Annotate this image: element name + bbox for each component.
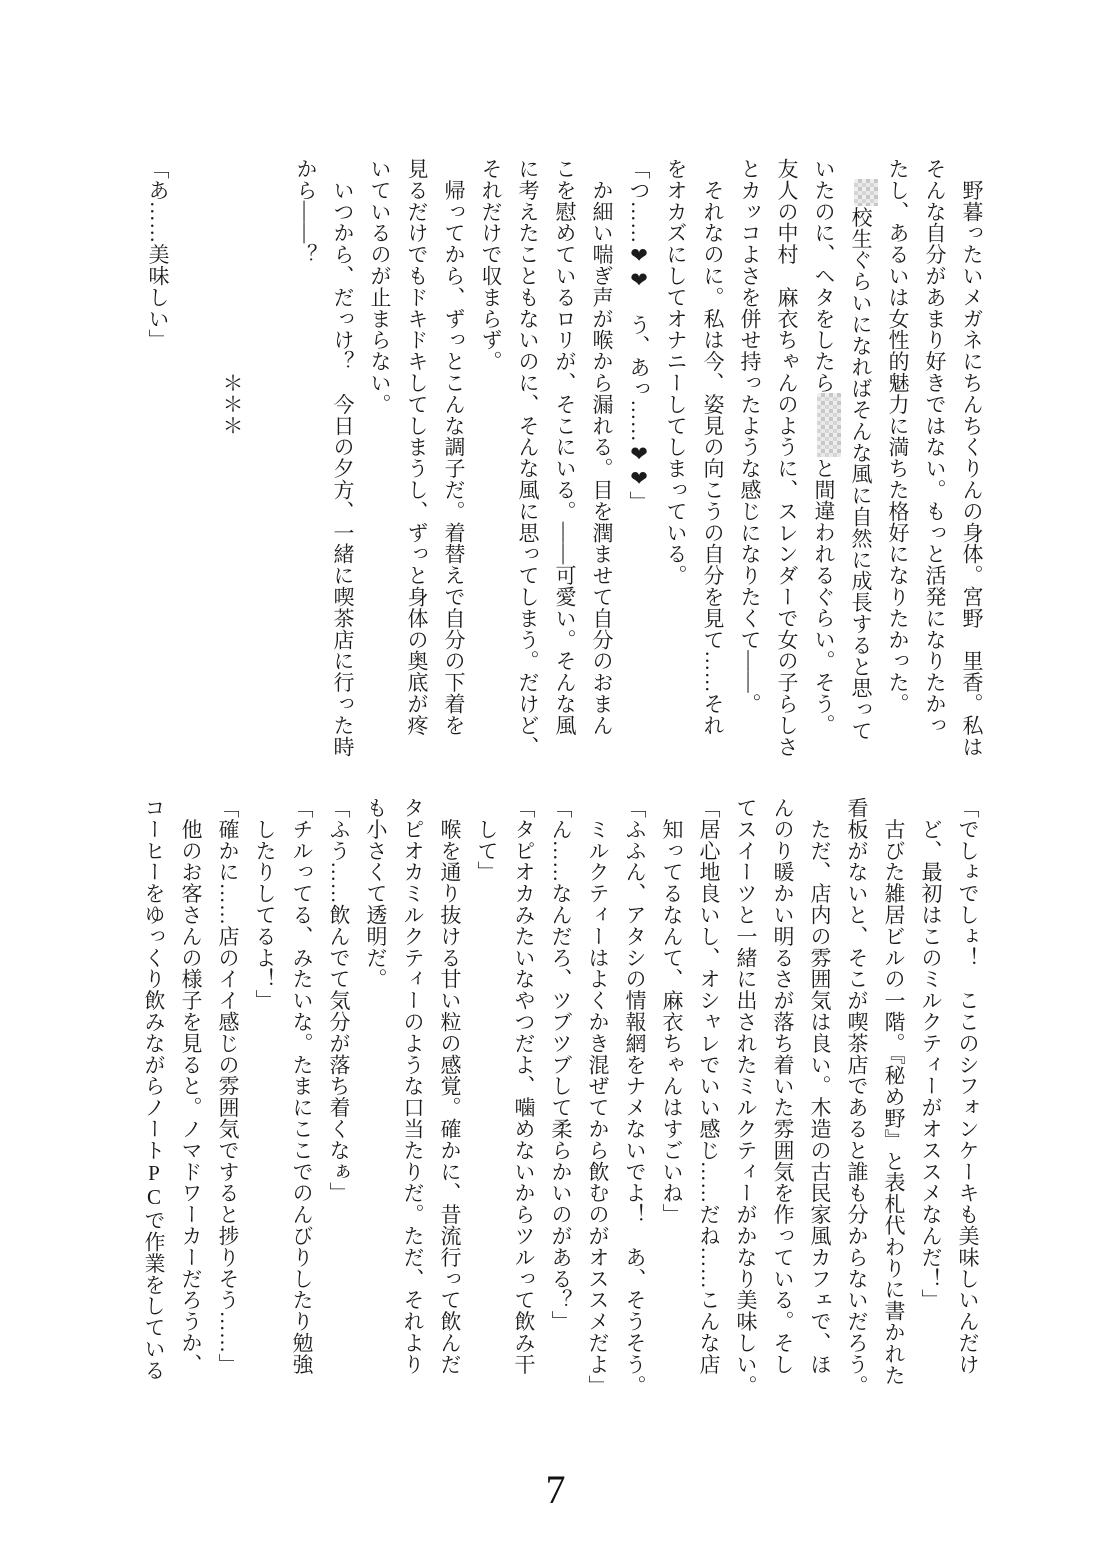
text-line: ただ、店内の雰囲気は良い。木造の古民家風カフェで、ほ [808,797,832,1375]
latin-upright-text: PC [142,1160,166,1210]
text-line: に考えたこともないのに、そんな風に思ってしまう。だけど、 [516,158,540,758]
text-line: いたのに、ヘタをしたらと間違われるぐらい。そう。 [805,158,842,803]
text-line: したりしてるよ！」 [253,797,277,1011]
text-line: 「確かに……店のイイ感じの雰囲気ですると捗りそう……」 [216,797,240,1375]
text-line: 喉を通り抜ける甘い粒の感覚。確かに、昔流行って飲んだ [438,797,462,1375]
text-line: 看板がないと、そこが喫茶店であると誰も分からないだろう。 [845,797,869,1397]
text-line: こを慰めているロリが、そこにいる。――可愛い。そんな風 [553,158,577,736]
text-line: 校生ぐらいになればそんな風に自然に成長すると思って [842,158,879,803]
text-line: 「ふう……飲んでて気分が落ち着くなぁ」 [327,797,351,1204]
text-line: コーヒーをゆっくり飲みながらノートPCで作業をしている [142,797,166,1381]
text-block-bottom [135,797,986,1442]
text-line: ミルクティーはよくかき混ぜてから飲むのがオススメだよ」 [586,797,610,1397]
text-line: たし、あるいは女性的魅力に満ちた格好になりたかった。 [886,158,910,715]
text-line: 「ふふん、アタシの情報網をナメないでよ！ あ、そうそう。 [623,797,647,1397]
text-line: いているのが止まらない。 [368,158,392,415]
text-line: 知ってるなんて、麻衣ちゃんはすごいね」 [660,797,684,1225]
text-line: それなのに。私は今、姿見の向こうの自分を見て……それ [701,158,725,736]
text-line: 「あ……美味しい」 [146,158,170,351]
text-line: から――？ [294,158,318,265]
text-line: そんな自分があまり好きではない。もっと活発になりたかっ [923,158,947,736]
text-line: とカッコよさを併せ持ったような感じになりたくて――。 [738,158,762,715]
text-line: んのり暖かい明るさが落ち着いた雰囲気を作っている。そし [771,797,795,1375]
text-line: 他のお客さんの様子を見ると。ノマドワーカーだろうか、 [179,797,203,1375]
text-line: それだけで収まらず。 [479,158,503,372]
text-line: 「でしょでしょ！ ここのシフォンケーキも美味しいんだけ [956,797,980,1375]
text-line: 見るだけでもドキドキしてしまうし、ずっと身体の奥底が疼 [405,158,429,736]
text-line: も小さくて透明だ。 [364,797,388,990]
text-line: して」 [475,797,499,883]
text-line: 「つ……❤❤ う、あっ……❤❤」 [627,158,651,513]
text-line: 野暮ったいメガネにちんちくりんの身体。宮野 里香。私は [960,158,984,758]
text-line: ＊＊＊ [220,158,244,437]
page-number: 7 [545,1467,566,1512]
text-line: タピオカミルクティーのような口当たりだ。ただ、それより [401,797,425,1375]
text-line: いつから、だっけ？ 今日の夕方、一緒に喫茶店に行った時 [331,158,355,758]
text-line: 「タピオカみたいなやつだよ、噛めないからツルって飲み干 [512,797,536,1375]
text-line [250,158,287,803]
text-line: 「チルってる、みたいな。たまにここでのんびりしたり勉強 [290,797,314,1375]
text-line: 友人の中村 麻衣ちゃんのように、スレンダーで女の子らしさ [775,158,799,758]
censor-mosaic [854,179,878,206]
text-line: をオカズにしてオナニーしてしまっている。 [664,158,688,586]
text-block-top [139,158,990,803]
text-line: か細い喘ぎ声が喉から漏れる。目を潤ませて自分のおまん [590,158,614,736]
text-line: 「ん……なんだろ、ツブツブして柔らかいのがある？」 [549,797,573,1332]
censor-mosaic [817,393,841,457]
text-line: 帰ってから、ずっとこんな調子だ。着替えで自分の下着を [442,158,466,736]
text-line: てスイーツと一緒に出されたミルクティーがかなり美味しい。 [734,797,758,1397]
text-line: ど、最初はこのミルクティーがオススメなんだ！」 [919,797,943,1311]
text-line: 「居心地良いし、オシャレでいい感じ……だね……こんな店 [697,797,721,1375]
text-line [176,158,213,803]
text-line: 古びた雑居ビルの一階。『秘め野』と表札代わりに書かれた [882,797,906,1386]
